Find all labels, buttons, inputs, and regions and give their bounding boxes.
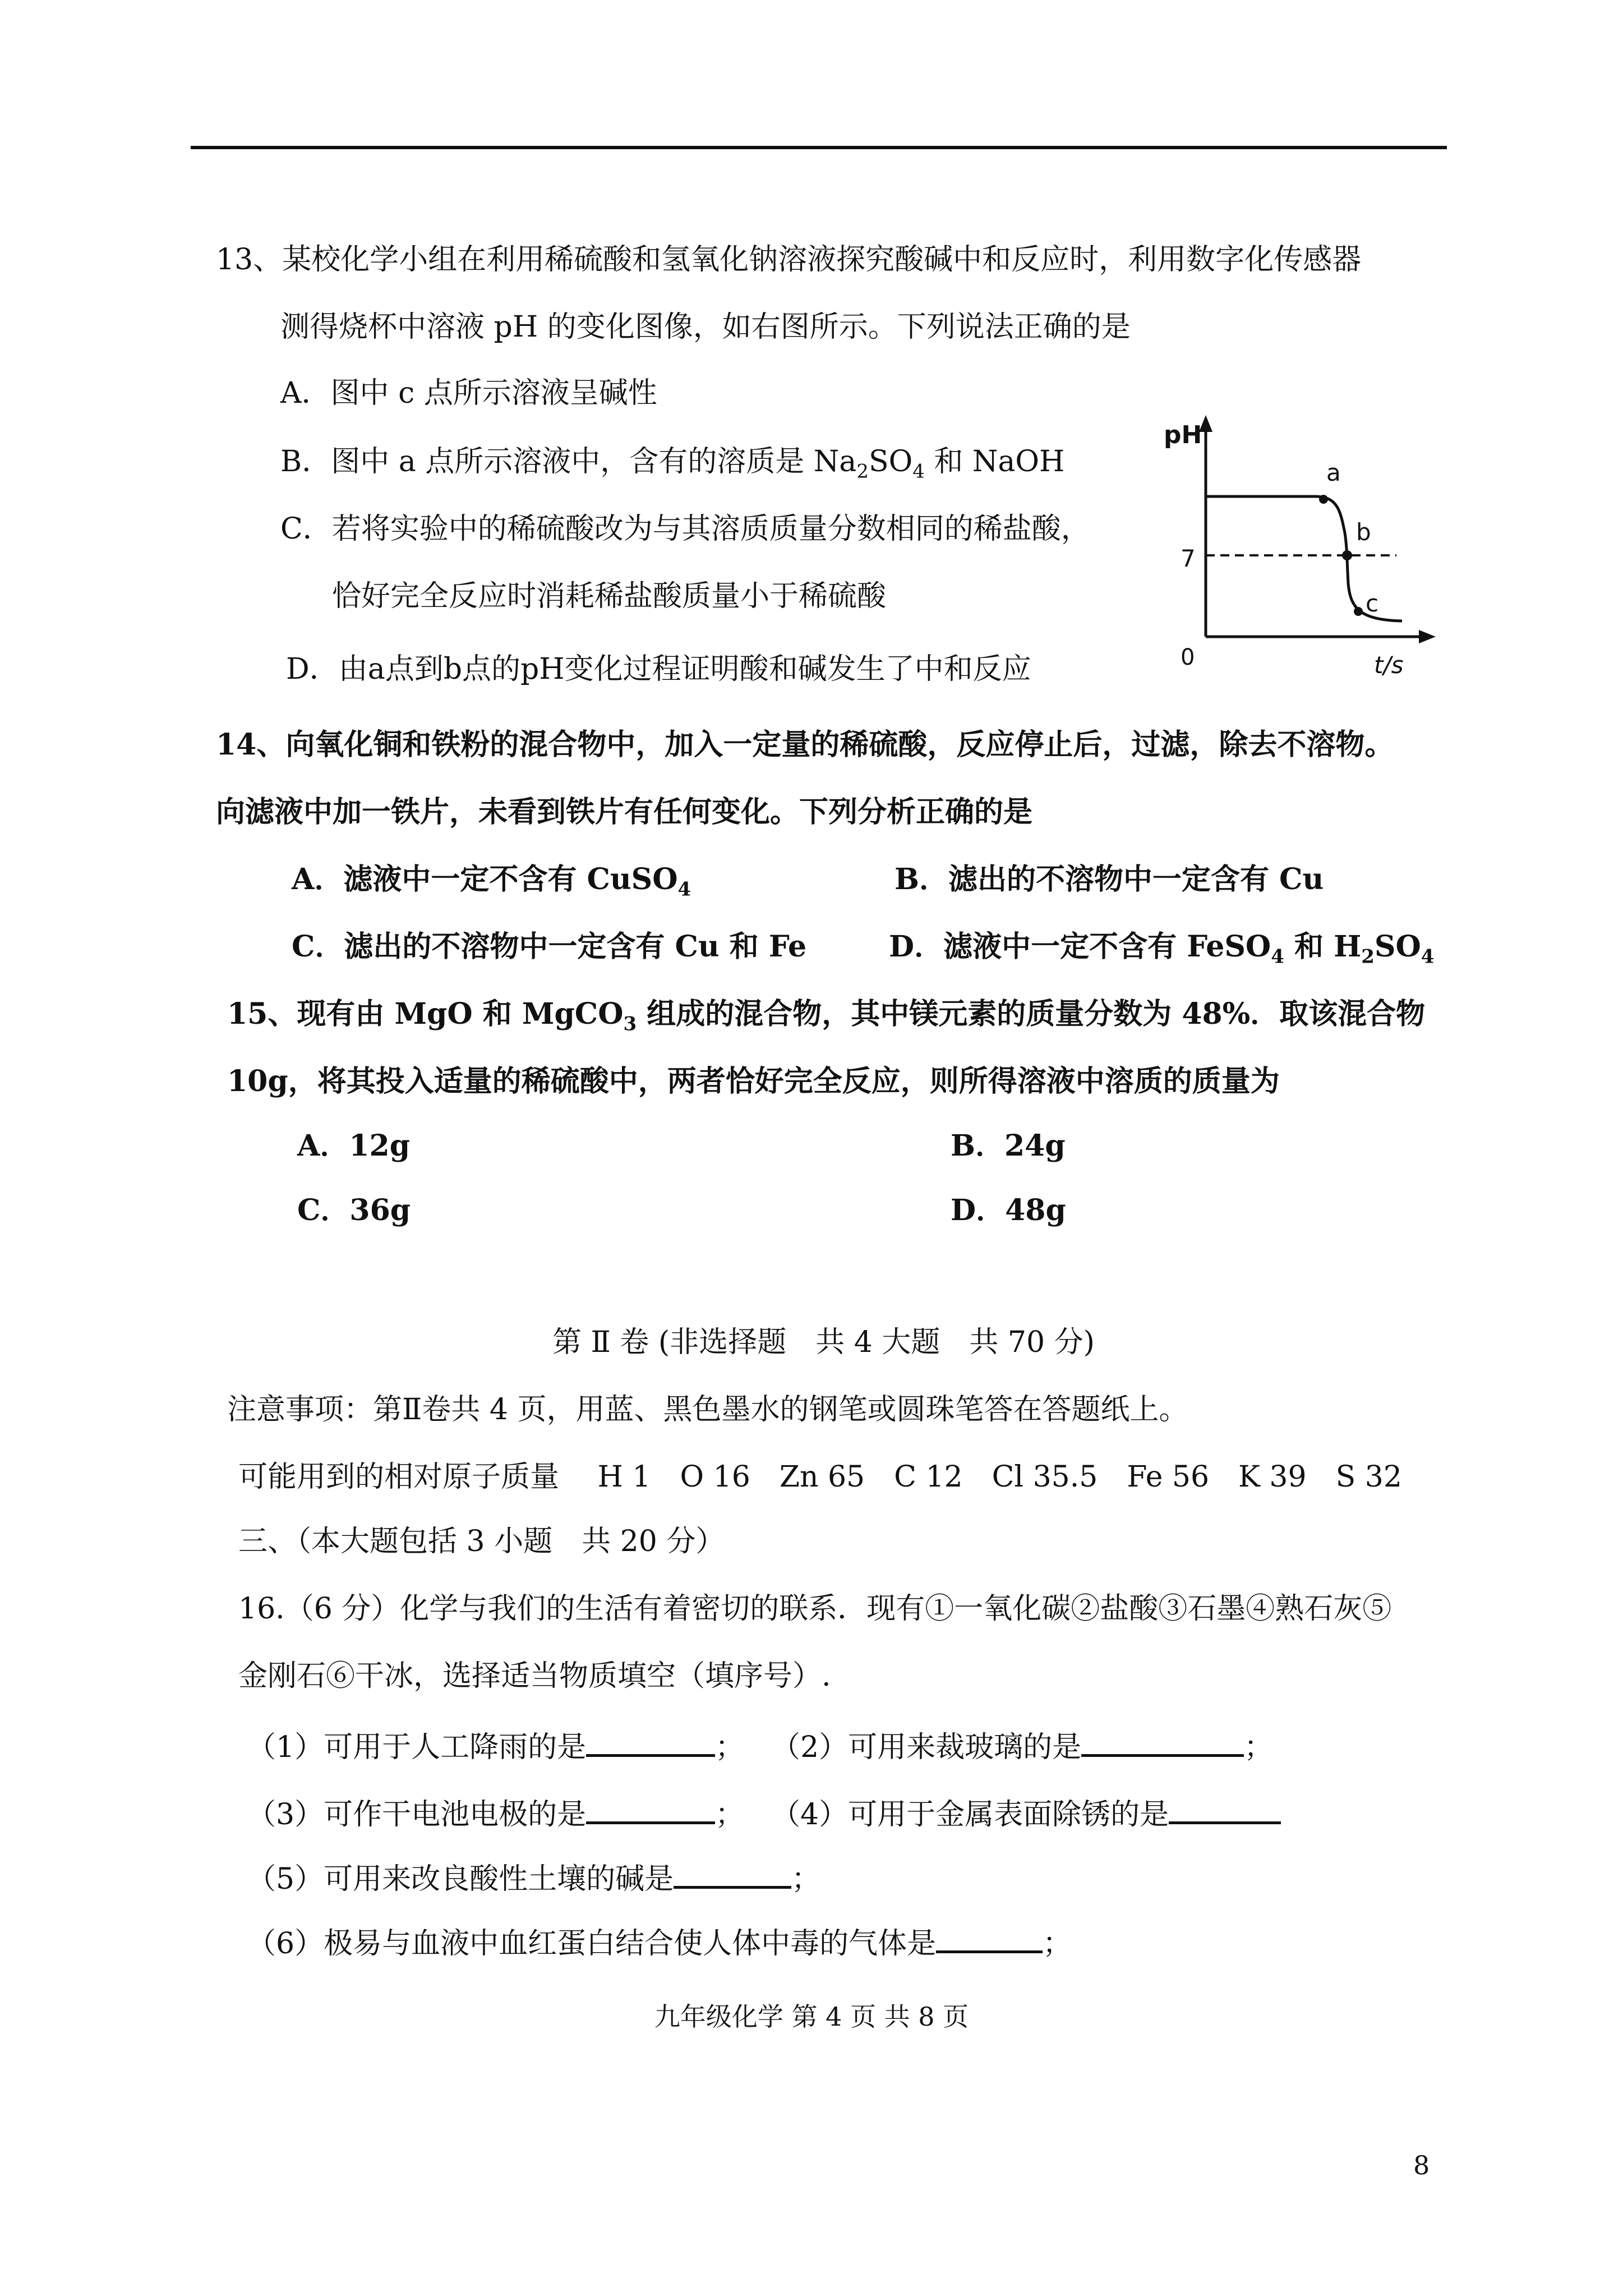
answer-blank-6[interactable] xyxy=(936,1921,1043,1953)
q14-option-c: C．滤出的不溶物中一定含有 Cu 和 Fe xyxy=(292,930,807,964)
q16-line2: 金刚石⑥干冰，选择适当物质填空（填序号）. xyxy=(238,1659,831,1693)
q13-option-a: A．图中 c 点所示溶液呈碱性 xyxy=(280,376,657,410)
q13-option-b: B．图中 a 点所示溶液中，含有的溶质是 $Na_2SO_4$ 和 NaOH xyxy=(280,445,1065,483)
q16-sub3: （3）可作干电池电极的是 ； xyxy=(247,1792,744,1833)
x-axis-label: t/s xyxy=(1374,651,1404,679)
origin-label: 0 xyxy=(1181,645,1195,670)
q13-line1: 13、某校化学小组在利用稀硫酸和氢氧化钠溶液探究酸碱中和反应时，利用数字化传感器 xyxy=(216,243,1362,277)
point-b-label: b xyxy=(1356,518,1371,546)
q16-sub6: （6）极易与血液中血红蛋白结合使人体中毒的气体是 ； xyxy=(247,1921,1072,1962)
q15-option-d: D．48g xyxy=(951,1193,1066,1227)
point-a-label: a xyxy=(1326,459,1341,486)
q15-option-c: C．36g xyxy=(297,1193,411,1227)
part2-note: 注意事项：第Ⅱ卷共 4 页，用蓝、黑色墨水的钢笔或圆珠笔答在答题纸上。 xyxy=(227,1393,1188,1427)
page-number: 8 xyxy=(1413,2150,1430,2180)
q14-option-b: B．滤出的不溶物中一定含有 Cu xyxy=(895,862,1324,896)
q15-option-b: B．24g xyxy=(951,1129,1066,1163)
answer-blank-1[interactable] xyxy=(586,1725,715,1757)
atomic-masses: 可能用到的相对原子质量 H 1 O 16 Zn 65 C 12 Cl 35.5 Fe 56 K 39 S 32 xyxy=(238,1460,1402,1494)
point-c-label: c xyxy=(1366,590,1379,617)
point-b xyxy=(1342,550,1352,560)
top-rule xyxy=(191,146,1447,149)
q15-line1: 15、现有由 MgO 和 MgCO$_3$ 组成的混合物，其中镁元素的质量分数为 48%．取该混合物 xyxy=(227,997,1426,1036)
q13-option-d: D．由a点到b点的pH变化过程证明酸和碱发生了中和反应 xyxy=(286,652,1031,686)
answer-blank-2[interactable] xyxy=(1081,1725,1244,1757)
q16-sub1: （1）可用于人工降雨的是 ； xyxy=(247,1725,744,1766)
q13-line2: 测得烧杯中溶液 pH 的变化图像，如右图所示。下列说法正确的是 xyxy=(280,310,1131,344)
ph-graph-svg xyxy=(1138,412,1453,704)
answer-blank-4[interactable] xyxy=(1169,1792,1281,1824)
section-3-heading: 三、（本大题包括 3 小题 共 20 分） xyxy=(238,1525,725,1558)
q16-sub4: （4）可用于金属表面除锈的是 xyxy=(771,1792,1281,1833)
point-c xyxy=(1354,607,1363,616)
q13-option-c-line2: 恰好完全反应时消耗稀盐酸质量小于稀硫酸 xyxy=(332,579,887,613)
part2-title: 第 Ⅱ 卷 (非选择题 共 4 大题 共 70 分) xyxy=(552,1326,1095,1359)
answer-blank-5[interactable] xyxy=(674,1857,791,1889)
ph-graph xyxy=(1138,412,1453,704)
q16-sub5: （5）可用来改良酸性土壤的碱是 ； xyxy=(247,1857,820,1898)
q15-line2: 10g，将其投入适量的稀硫酸中，两者恰好完全反应，则所得溶液中溶质的质量为 xyxy=(227,1064,1280,1098)
q13-option-c-line1: C．若将实验中的稀硫酸改为与其溶质质量分数相同的稀盐酸， xyxy=(280,512,1090,546)
q14-option-d: D．滤液中一定不含有 FeSO$_4$ 和 $H_2SO_4$ xyxy=(889,930,1435,968)
answer-blank-3[interactable] xyxy=(586,1792,715,1824)
q14-line1: 14、向氧化铜和铁粉的混合物中，加入一定量的稀硫酸，反应停止后，过滤，除去不溶物。 xyxy=(216,728,1394,762)
q15-option-a: A．12g xyxy=(297,1129,411,1163)
x-axis-arrow-icon xyxy=(1419,630,1436,643)
q16-sub2: （2）可用来裁玻璃的是 ； xyxy=(771,1725,1273,1766)
q16-line1: 16.（6 分）化学与我们的生活有着密切的联系．现有①一氧化碳②盐酸③石墨④熟石灰⑤ xyxy=(238,1592,1392,1626)
y-axis-label: pH xyxy=(1164,421,1202,449)
y-tick-label: 7 xyxy=(1181,545,1196,572)
page-footer: 九年级化学 第 4 页 共 8 页 xyxy=(654,2001,969,2032)
point-a xyxy=(1319,495,1328,504)
q14-option-a: A．滤液中一定不含有 CuSO$_4$ xyxy=(292,862,691,901)
q14-line2: 向滤液中加一铁片，未看到铁片有任何变化。下列分析正确的是 xyxy=(216,795,1033,829)
